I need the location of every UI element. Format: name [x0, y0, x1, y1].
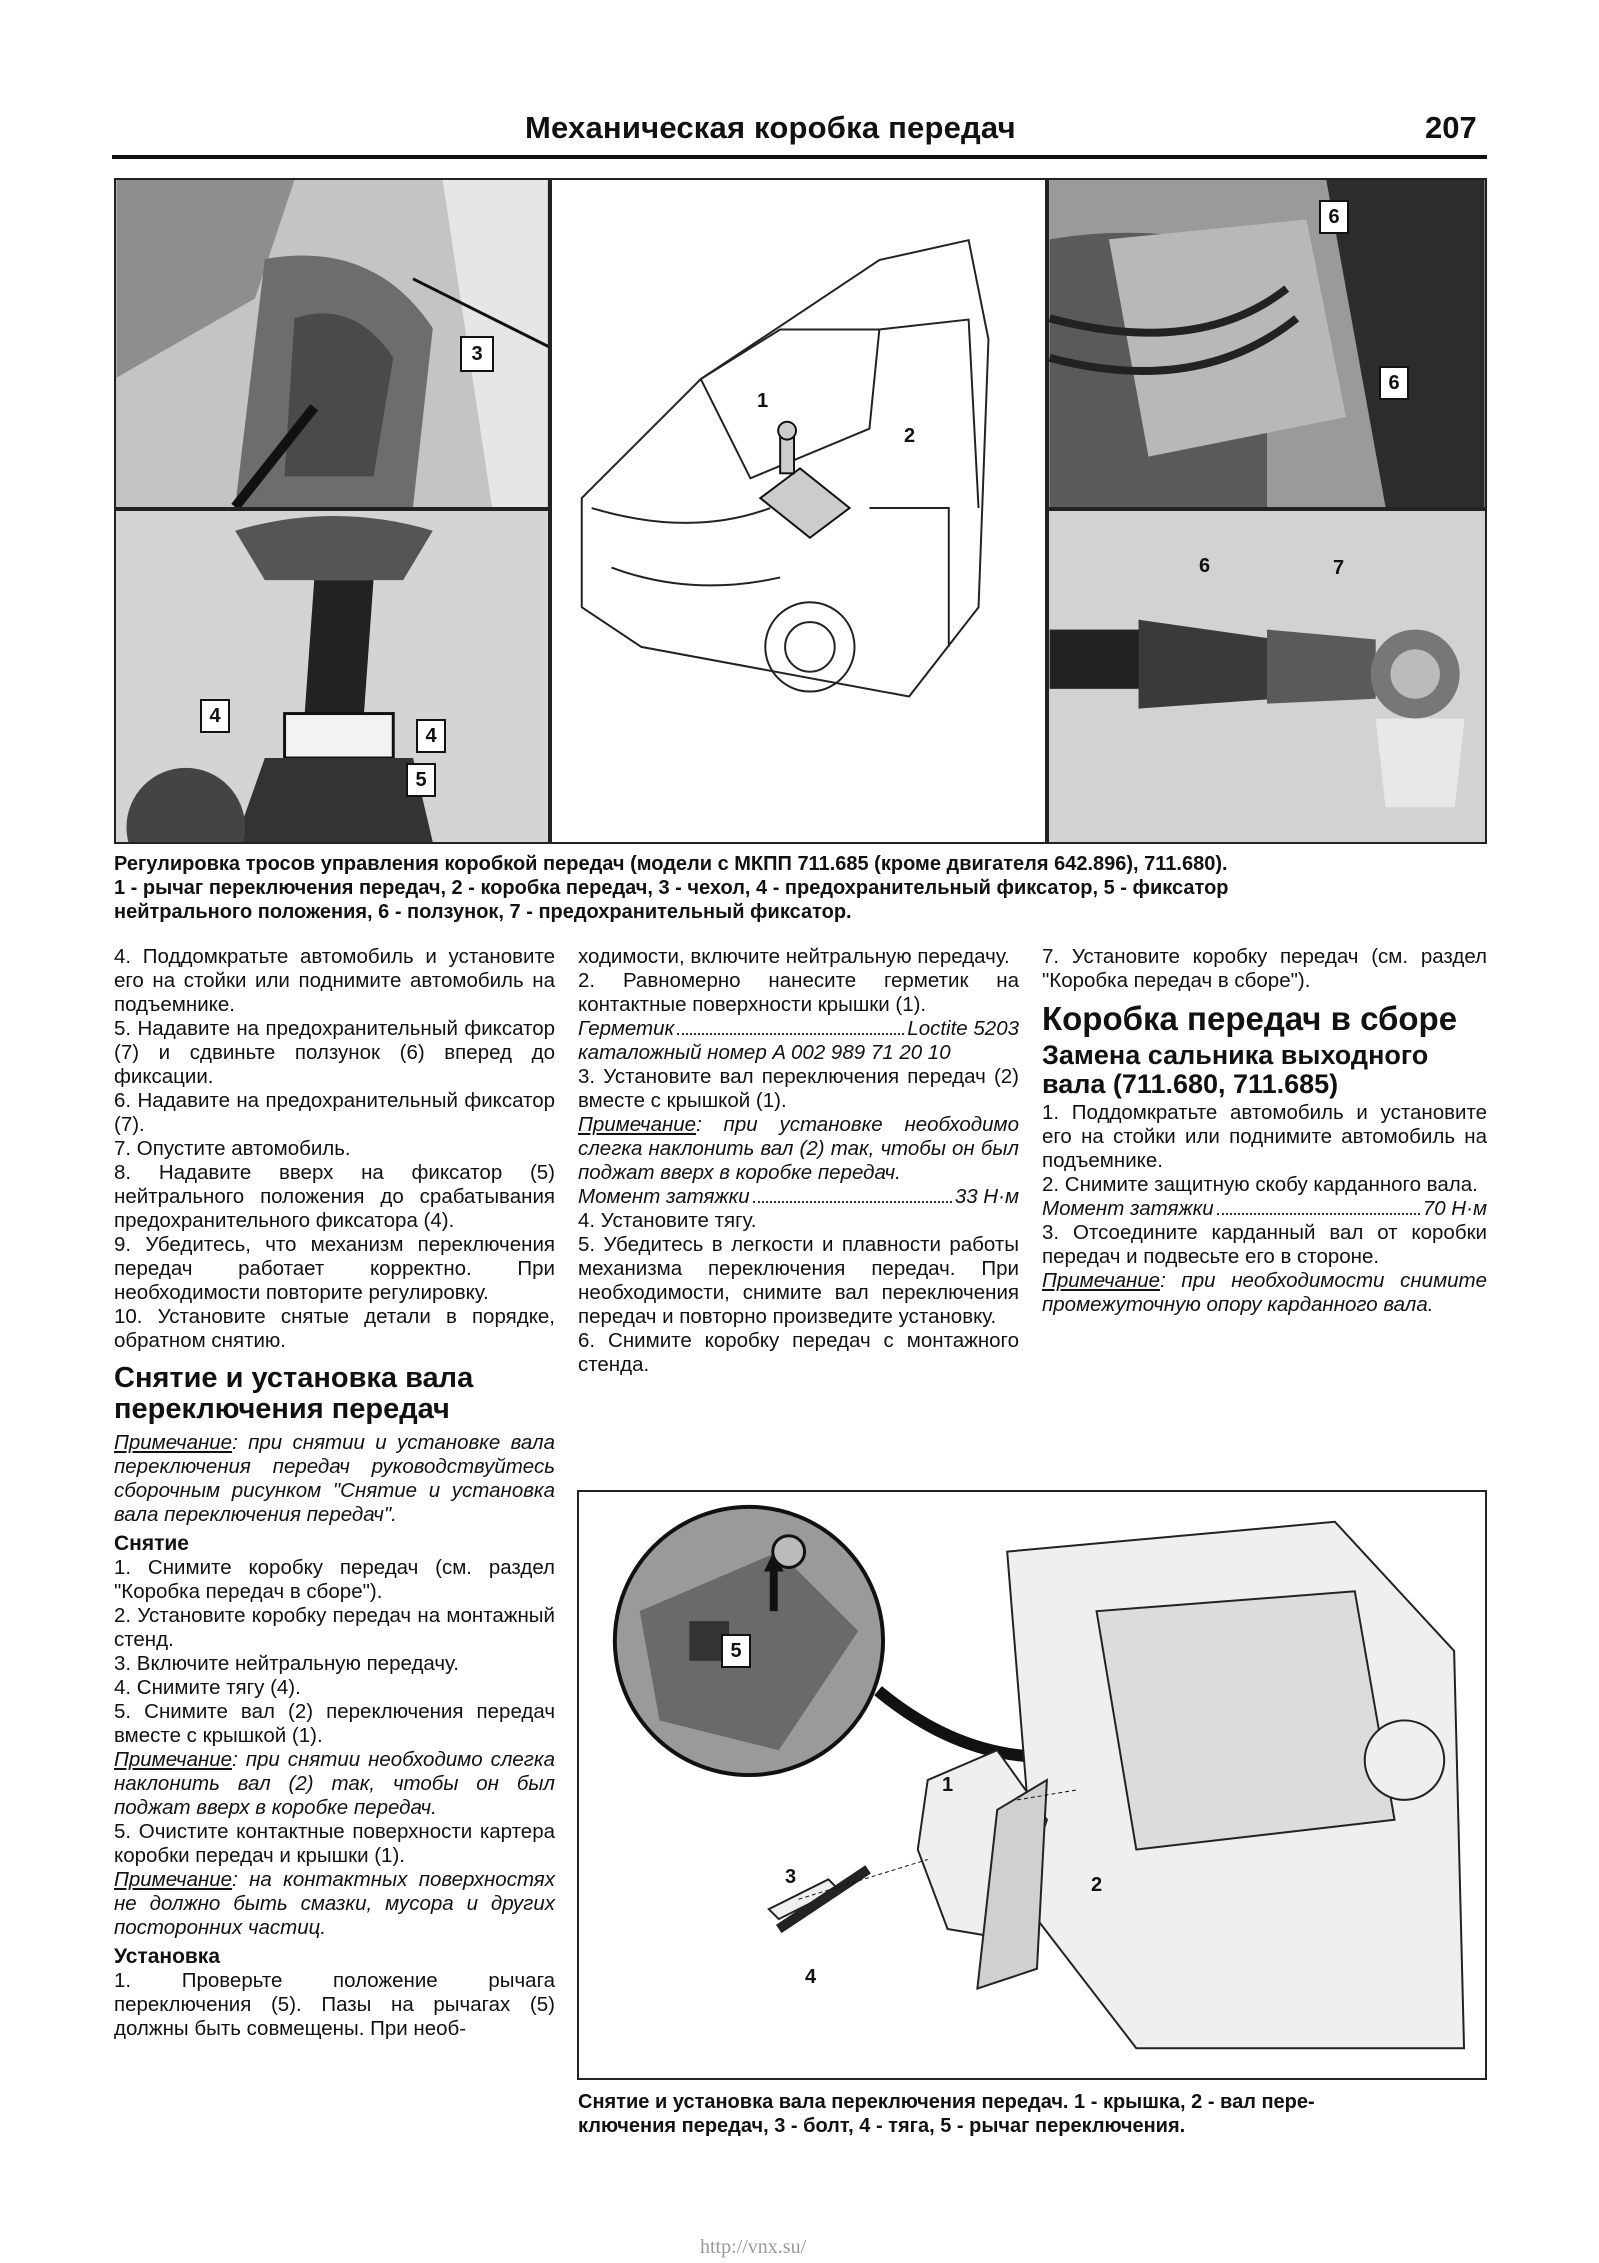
callout-2: 2	[904, 425, 916, 447]
catalog-number: каталожный номер A 002 989 71 20 10	[578, 1041, 951, 1064]
figure1-caption-line1: Регулировка тросов управления коробкой передач (модели с МКПП 711.685 (кроме двигателя 642.896), 711.680).	[114, 853, 1228, 875]
removal-step-3: 3. Включите нейтральную передачу.	[114, 1652, 459, 1675]
torque-spec-70	[1042, 1197, 1487, 1221]
callout-5: 5	[406, 763, 436, 797]
photo-shift-mechanism	[114, 509, 550, 844]
callout-7: 7	[1333, 557, 1345, 579]
removal-step-2: 2. Установите коробку передач на монтажный стенд.	[114, 1604, 555, 1651]
install-step-1-cont: ходимости, включите нейтральную передачу.	[578, 945, 1010, 968]
heading-shaft-removal: Снятие и установка вала переключения передач	[114, 1362, 474, 1425]
note-label: Примечание	[114, 1868, 233, 1891]
callout-6-lower: 6	[1199, 555, 1211, 577]
photo-steering-boot	[114, 178, 550, 509]
seal-step-2: 2. Снимите защитную скобу карданного вала.	[1042, 1173, 1478, 1196]
step-5-press-lock: 5. Надавите на предохранительный фиксатор (7) и сдвиньте ползунок (6) вперед до фиксации.	[114, 1017, 555, 1088]
install-step-4: 4. Установите тягу.	[578, 1209, 757, 1232]
photo-gearbox-sliders-art	[1049, 180, 1485, 507]
figure2-caption	[578, 2090, 1490, 2138]
sealant-spec	[578, 1017, 1019, 1041]
note-text: : на контактных поверхностях не должно быть смазки, мусора и других посторонних частиц.	[114, 1868, 555, 1939]
torque-value: 70 Н·м	[1422, 1197, 1487, 1220]
note-label: Примечание	[1042, 1269, 1161, 1292]
step-8-neutral-lock: 8. Надавите вверх на фиксатор (5) нейтрального положения до срабатывания предохранительного фиксатора (4).	[114, 1161, 555, 1232]
note-text: : при снятии и установке вала переключения передач руководствуйтесь сборочным рисунком "Снятие и установка вала переключения передач".	[114, 1431, 555, 1526]
callout-1: 1	[942, 1774, 954, 1796]
diagram-van	[550, 178, 1047, 844]
note-label: Примечание	[114, 1431, 233, 1454]
figure2-caption-line2: ключения передач, 3 - болт, 4 - тяга, 5 - рычаг переключения.	[578, 2115, 1186, 2137]
install-step-6: 6. Снимите коробку передач с монтажного стенда.	[578, 1329, 1019, 1376]
step-7-lower: 7. Опустите автомобиль.	[114, 1137, 351, 1160]
figure1-caption	[114, 852, 1494, 924]
callout-4-right: 4	[416, 719, 446, 753]
note-text: : при необходимости снимите промежуточную опору карданного вала.	[1042, 1269, 1487, 1316]
torque-value: 33 Н·м	[954, 1185, 1019, 1208]
install-step-7: 7. Установите коробку передач (см. раздел "Коробка передач в сборе").	[1042, 945, 1487, 992]
removal-step-4: 4. Снимите тягу (4).	[114, 1676, 301, 1699]
torque-label: Момент затяжки	[1042, 1197, 1214, 1220]
figure2-caption-line1: Снятие и установка вала переключения передач. 1 - крышка, 2 - вал пере-	[578, 2091, 1315, 2113]
heading-gearbox-assembly: Коробка передач в сборе	[1042, 1000, 1458, 1037]
callout-3: 3	[460, 336, 494, 372]
callout-4: 4	[805, 1966, 817, 1988]
shift-shaft-assembly-drawing	[579, 1492, 1485, 2078]
removal-step-1: 1. Снимите коробку передач (см. раздел "Коробка передач в сборе").	[114, 1556, 555, 1603]
heading-install: Установка	[114, 1945, 220, 1968]
sealant-value: Loctite 5203	[907, 1017, 1019, 1040]
removal-step-clean: 5. Очистите контактные поверхности картера коробки передач и крышки (1).	[114, 1820, 555, 1867]
step-9-check: 9. Убедитесь, что механизм переключения передач работает корректно. При необходимости повторите регулировку.	[114, 1233, 555, 1304]
text-column-2	[578, 945, 1019, 1377]
seal-step-1: 1. Поддомкратьте автомобиль и установите его на стойки или поднимите автомобиль на подъемнике.	[1042, 1101, 1487, 1172]
note-label: Примечание	[578, 1113, 697, 1136]
step-10-install: 10. Установите снятые детали в порядке, обратном снятию.	[114, 1305, 555, 1352]
text-column-1	[114, 945, 555, 2041]
note-text: : при установке необходимо слегка наклонить вал (2) так, чтобы он был поджат вверх в коробке передач.	[578, 1113, 1019, 1184]
sealant-label: Герметик	[578, 1017, 675, 1040]
page-number: 207	[1425, 110, 1477, 145]
step-6-press-lock: 6. Надавите на предохранительный фиксатор (7).	[114, 1089, 555, 1136]
torque-spec	[578, 1185, 1019, 1209]
torque-label: Момент затяжки	[578, 1185, 750, 1208]
figure1-caption-line3: нейтрального положения, 6 - ползунок, 7 - предохранительный фиксатор.	[114, 901, 852, 923]
figure1-caption-line2: 1 - рычаг переключения передач, 2 - коробка передач, 3 - чехол, 4 - предохранительный фиксатор, 5 - фиксатор	[114, 877, 1229, 899]
callout-1: 1	[757, 390, 769, 412]
install-step-1: 1. Проверьте положение рычага переключения (5). Пазы на рычагах (5) должны быть совмещены. При необ-	[114, 1969, 555, 2040]
footer-url[interactable]: http://vnx.su/	[700, 2236, 807, 2258]
header-rule	[112, 155, 1487, 159]
heading-removal: Снятие	[114, 1532, 189, 1555]
install-step-5: 5. Убедитесь в легкости и плавности работы механизма переключения передач. При необходимости, снимите вал переключения передач и повторно произведите установку.	[578, 1233, 1019, 1328]
photo-slider-lock	[1047, 509, 1487, 844]
callout-6-top: 6	[1319, 200, 1349, 234]
photo-shift-mechanism-art	[116, 511, 548, 842]
callout-5: 5	[721, 1634, 751, 1668]
page-title: Механическая коробка передач	[525, 110, 1016, 145]
photo-gearbox-sliders	[1047, 178, 1487, 509]
callout-2: 2	[1091, 1874, 1103, 1896]
photo-slider-lock-art	[1049, 511, 1485, 842]
note-text: : при снятии необходимо слегка наклонить вал (2) так, чтобы он был поджат вверх в коробке передач.	[114, 1748, 555, 1819]
text-column-3	[1042, 945, 1487, 1317]
install-step-3: 3. Установите вал переключения передач (2) вместе с крышкой (1).	[578, 1065, 1019, 1112]
step-4-jack: 4. Поддомкратьте автомобиль и установите его на стойки или поднимите автомобиль на подъемнике.	[114, 945, 555, 1016]
callout-6-right: 6	[1379, 366, 1409, 400]
seal-step-3: 3. Отсоедините карданный вал от коробки передач и подвесьте его в стороне.	[1042, 1221, 1487, 1268]
install-step-2: 2. Равномерно нанесите герметик на контактные поверхности крышки (1).	[578, 969, 1019, 1016]
van-drawing	[552, 180, 1045, 842]
removal-step-5: 5. Снимите вал (2) переключения передач вместе с крышкой (1).	[114, 1700, 555, 1747]
callout-4-left: 4	[200, 699, 230, 733]
callout-3: 3	[785, 1866, 797, 1888]
diagram-shift-shaft-assembly	[577, 1490, 1487, 2080]
note-label: Примечание	[114, 1748, 233, 1771]
heading-output-seal: Замена сальника выходного вала (711.680, 711.685)	[1042, 1040, 1429, 1099]
